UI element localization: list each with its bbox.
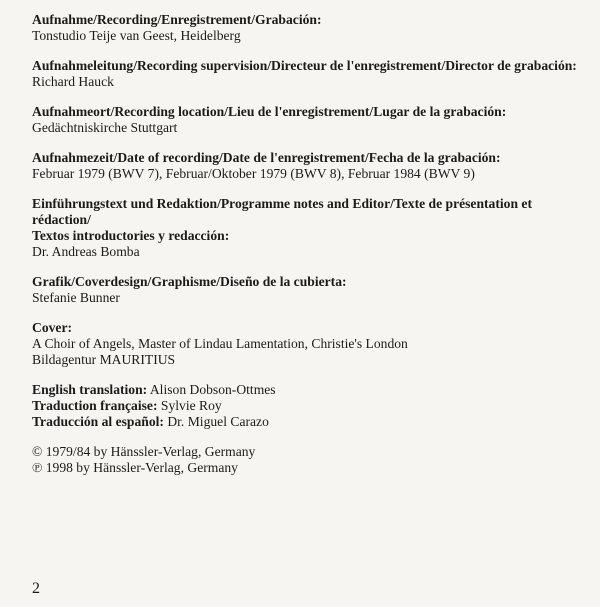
credit-cover xyxy=(32,320,588,368)
translation-french xyxy=(32,398,588,414)
translation-value: Sylvie Roy xyxy=(160,398,222,413)
translation-label: Traducción al español: xyxy=(32,414,164,429)
credit-recording xyxy=(32,12,588,44)
translation-label: English translation: xyxy=(32,382,148,397)
credit-heading: Aufnahmeort/Recording location/Lieu de l'enregistrement/Lugar de la grabación: xyxy=(32,104,507,119)
credit-programme-notes xyxy=(32,196,588,260)
credit-value: Februar 1979 (BWV 7), Februar/Oktober 1979 (BWV 8), Februar 1984 (BWV 9) xyxy=(32,166,475,181)
credit-recording-date xyxy=(32,150,588,182)
credit-heading: Grafik/Coverdesign/Graphisme/Diseño de la cubierta: xyxy=(32,274,347,289)
credit-heading: Einführungstext und Redaktion/Programme notes and Editor/Texte de présentation et rédaction/ xyxy=(32,196,532,227)
credit-recording-location xyxy=(32,104,588,136)
credit-heading: Cover: xyxy=(32,320,73,335)
credit-value: A Choir of Angels, Master of Lindau Lamentation, Christie's London xyxy=(32,336,408,351)
credit-heading: Aufnahmeleitung/Recording supervision/Directeur de l'enregistrement/Director de grabación: xyxy=(32,58,577,73)
credit-cover-design xyxy=(32,274,588,306)
translation-value: Dr. Miguel Carazo xyxy=(167,414,269,429)
credit-value: Dr. Andreas Bomba xyxy=(32,244,140,259)
credit-value: Stefanie Bunner xyxy=(32,290,120,305)
credit-value: Bildagentur MAURITIUS xyxy=(32,352,176,367)
credits-page xyxy=(32,12,588,476)
page-number: 2 xyxy=(32,580,40,597)
credit-heading: Aufnahmezeit/Date of recording/Date de l'enregistrement/Fecha de la grabación: xyxy=(32,150,501,165)
translation-spanish xyxy=(32,414,588,430)
credit-value: Tonstudio Teije van Geest, Heidelberg xyxy=(32,28,241,43)
translation-value: Alison Dobson-Ottmes xyxy=(149,382,276,397)
credit-value: Richard Hauck xyxy=(32,74,114,89)
copyright-notices xyxy=(32,444,588,476)
credit-heading: Aufnahme/Recording/Enregistrement/Grabación: xyxy=(32,12,322,27)
credit-heading-continued: Textos introductories y redacción: xyxy=(32,228,230,243)
translation-label: Traduction française: xyxy=(32,398,158,413)
phonogram-copyright-line: ℗ 1998 by Hänssler-Verlag, Germany xyxy=(32,460,238,475)
credit-value: Gedächtniskirche Stuttgart xyxy=(32,120,178,135)
translations xyxy=(32,382,588,430)
copyright-line: © 1979/84 by Hänssler-Verlag, Germany xyxy=(32,444,256,459)
credit-recording-supervision xyxy=(32,58,588,90)
translation-english xyxy=(32,382,588,398)
